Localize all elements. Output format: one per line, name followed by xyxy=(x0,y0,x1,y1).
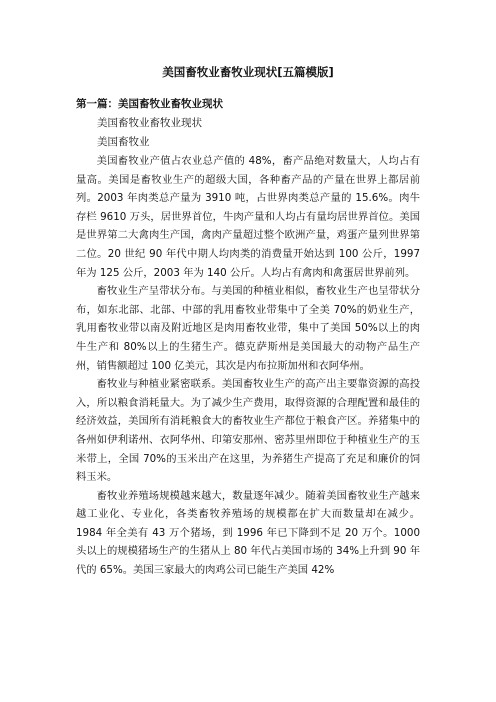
document-title: 美国畜牧业畜牧业现状[五篇模版] xyxy=(162,65,334,79)
sub-heading-2: 美国畜牧业 xyxy=(97,136,150,148)
body-text xyxy=(76,152,420,580)
paragraph-1: 美国畜牧业产值占农业总产值的 48%，畜产品绝对数量大，人均占有量高。美国是畜牧业生产的超级大国，各种畜产品的产量在世界上都居前列。2003 年肉类总产量为 3910 吨，占世界肉类总产量的 15.6%。肉牛存栏 9610 万头，居世界首位，牛肉产量和人均占有量均居世界首位。美国是世界第二大禽肉生产国，禽肉产量超过整个欧洲产量，鸡蛋产量列世界第二位。20 世纪 90 年代中期人均肉类的消费量开始达到 100 公斤，1997 年为 125 公斤，2003 年为 140 公斤。人均占有禽肉和禽蛋居世界前列。 xyxy=(76,155,420,279)
paragraph-3: 畜牧业与种植业紧密联系。美国畜牧业生产的高产出主要靠资源的高投入，所以粮食消耗量大。为了减少生产费用，取得资源的合理配置和最佳的经济效益，美国所有消耗粮食大的畜牧业生产都位于粮食产区。养猪集中的各州如伊利诺州、衣阿华州、印第安那州、密苏里州即位于种植业生产的玉米带上，全国 70%的玉米出产在这里，为养猪生产提高了充足和廉价的饲料玉米。 xyxy=(76,378,420,484)
paragraph-2: 畜牧业生产呈带状分布。与美国的种植业相似，畜牧业生产也呈带状分布，如东北部、北部、中部的乳用畜牧业带集中了全美 70%的奶业生产，乳用畜牧业带以南及附近地区是肉用畜牧业带，集中了美国 50%以上的肉牛生产和 80%以上的生猪生产。德克萨斯州是美国最大的动物产品生产州，销售额超过 100 亿美元，其次是内布拉斯加州和衣阿华州。 xyxy=(76,285,420,372)
sub-heading-1: 美国畜牧业畜牧业现状 xyxy=(97,117,202,129)
paragraph-4: 畜牧业养殖场规模越来越大，数量逐年减少。随着美国畜牧业生产越来越工业化、专业化，各类畜牧养殖场的规模都在扩大而数量却在减少。1984 年全美有 43 万个猪场，到 1996 年已下降到不足 20 万个。1000 头以上的规模猪场生产的生猪从上 80 年代占美国市场的 34%上升到 90 年代的 65%。美国三家最大的肉鸡公司已能生产美国 42% xyxy=(76,489,420,577)
section-heading: 第一篇：美国畜牧业畜牧业现状 xyxy=(76,98,223,110)
